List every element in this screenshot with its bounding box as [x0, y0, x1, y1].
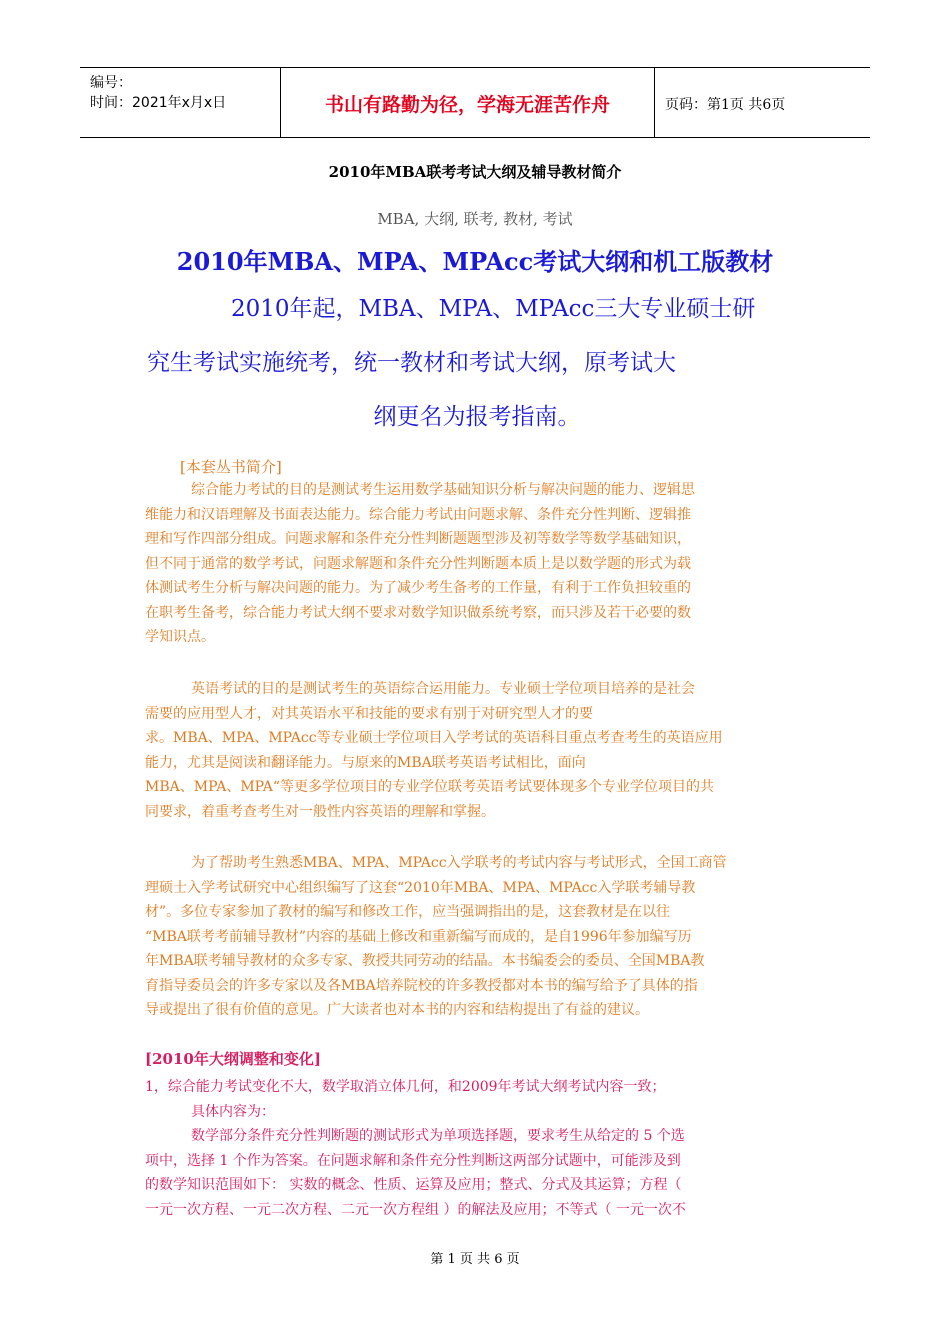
headline: 2010年MBA、MPA、MPAcc考试大纲和机工版教材: [176, 247, 774, 276]
text-line: 维能力和汉语理解及书面表达能力。综合能力考试由问题求解、条件充分性判断、逻辑推: [145, 506, 691, 523]
text-line: 理和写作四部分组成。问题求解和条件充分性判断题题型涉及初等数学等数学基础知识，: [145, 531, 691, 547]
date-label: 时间：2021年x月x日: [90, 95, 227, 111]
text-line: 体测试考生分析与解决问题的能力。为了减少考生备考的工作量，有利于工作负担较重的: [145, 580, 691, 596]
header-table: [80, 67, 870, 138]
paragraph: [145, 677, 800, 824]
text-line: 项中，选择 1 个作为答案。在问题求解和条件充分性判断这两部分试题中，可能涉及到: [145, 1152, 681, 1169]
text-line: 但不同于通常的数学考试，问题求解题和条件充分性判断题本质上是以数学题的形式为载: [145, 555, 691, 572]
header-info-cell: [80, 68, 281, 137]
text-line: 的数学知识范围如下： 实数的概念、性质、运算及应用；整式、分式及其运算；方程（: [145, 1177, 682, 1193]
text-line: 学知识点。: [145, 629, 215, 645]
text-line: 综合能力考试的目的是测试考生运用数学基础知识分析与解决问题的能力、逻辑思: [191, 482, 695, 498]
intro-line: 纲更名为报考指南。: [373, 404, 581, 430]
paragraph: [145, 478, 800, 650]
text-line: 能力，尤其是阅读和翻译能力。与原来的MBA联考英语考试相比，面向: [145, 754, 586, 771]
text-line: MBA、MPA、MPA“等更多学位项目的专业学位联考英语考试要体现多个专业学位项目的共: [145, 779, 715, 795]
keywords: MBA, 大纲, 联考, 教材, 考试: [377, 210, 573, 228]
text-line: 数学部分条件充分性判断题的测试形式为单项选择题，要求考生从给定的 5 个选: [191, 1128, 685, 1144]
text-line: 育指导委员会的许多专家以及各MBA培养院校的许多教授都对本书的编写给予了具体的指: [145, 977, 698, 994]
text-line: 导或提出了很有价值的意见。广大读者也对本书的内容和结构提出了有益的建议。: [145, 1002, 649, 1018]
number-label: 编号：: [90, 75, 132, 91]
text-line: 为了帮助考生熟悉MBA、MPA、MPAcc入学联考的考试内容与考试形式，全国工商管: [191, 855, 727, 871]
paragraph: [145, 851, 800, 1023]
motto: 书山有路勤为径，学海无涯苦作舟: [324, 94, 610, 116]
page-info: 页码：第1页 共6页: [665, 97, 786, 113]
section-heading: [2010年大纲调整和变化]: [145, 1050, 321, 1068]
text-line: 年MBA联考辅导教材的众多专家、教授共同劳动的结晶。本书编委会的委员、全国MBA教: [145, 953, 705, 969]
header-page-cell: [655, 68, 870, 137]
text-line: 求。MBA、MPA、MPAcc等专业硕士学位项目入学考试的英语科目重点考查考生的英语应用: [145, 730, 723, 746]
doc-title: 2010年MBA联考考试大纲及辅导教材简介: [328, 163, 622, 181]
text-line: 一元一次方程、一元二次方程、二元一次方程组 ）的解法及应用；不等式（ 一元一次不: [145, 1201, 686, 1218]
page-footer: 第 1 页 共 6 页: [430, 1252, 520, 1267]
text-line: 具体内容为：: [191, 1103, 275, 1120]
section-heading: [本套丛书简介]: [180, 458, 282, 476]
intro-line: 2010年起，MBA、MPA、MPAcc三大专业硕士研: [231, 296, 756, 322]
text-line: 理硕士入学考试研究中心组织编写了这套“2010年MBA、MPA、MPAcc入学联考辅导教: [145, 879, 696, 896]
text-line: 需要的应用型人才，对其英语水平和技能的要求有别于对研究型人才的要: [145, 705, 593, 722]
text-line: 1，综合能力考试变化不大，数学取消立体几何，和2009年考试大纲考试内容一致；: [145, 1079, 666, 1095]
text-line: “MBA联考考前辅导教材”内容的基础上修改和重新编写而成的，是自1996年参加编写历: [145, 928, 692, 945]
header-motto-cell: [281, 68, 655, 137]
text-line: 同要求，着重考查考生对一般性内容英语的理解和掌握。: [145, 803, 495, 820]
paragraph: [145, 1075, 800, 1222]
intro-line: 究生考试实施统考，统一教材和考试大纲，原考试大: [147, 350, 676, 376]
text-line: 英语考试的目的是测试考生的英语综合运用能力。专业硕士学位项目培养的是社会: [191, 681, 695, 697]
text-line: 材”。多位专家参加了教材的编写和修改工作，应当强调指出的是，这套教材是在以往: [145, 904, 671, 920]
text-line: 在职考生备考，综合能力考试大纲不要求对数学知识做系统考察，而只涉及若干必要的数: [145, 604, 691, 621]
intro-paragraph: [147, 282, 807, 444]
